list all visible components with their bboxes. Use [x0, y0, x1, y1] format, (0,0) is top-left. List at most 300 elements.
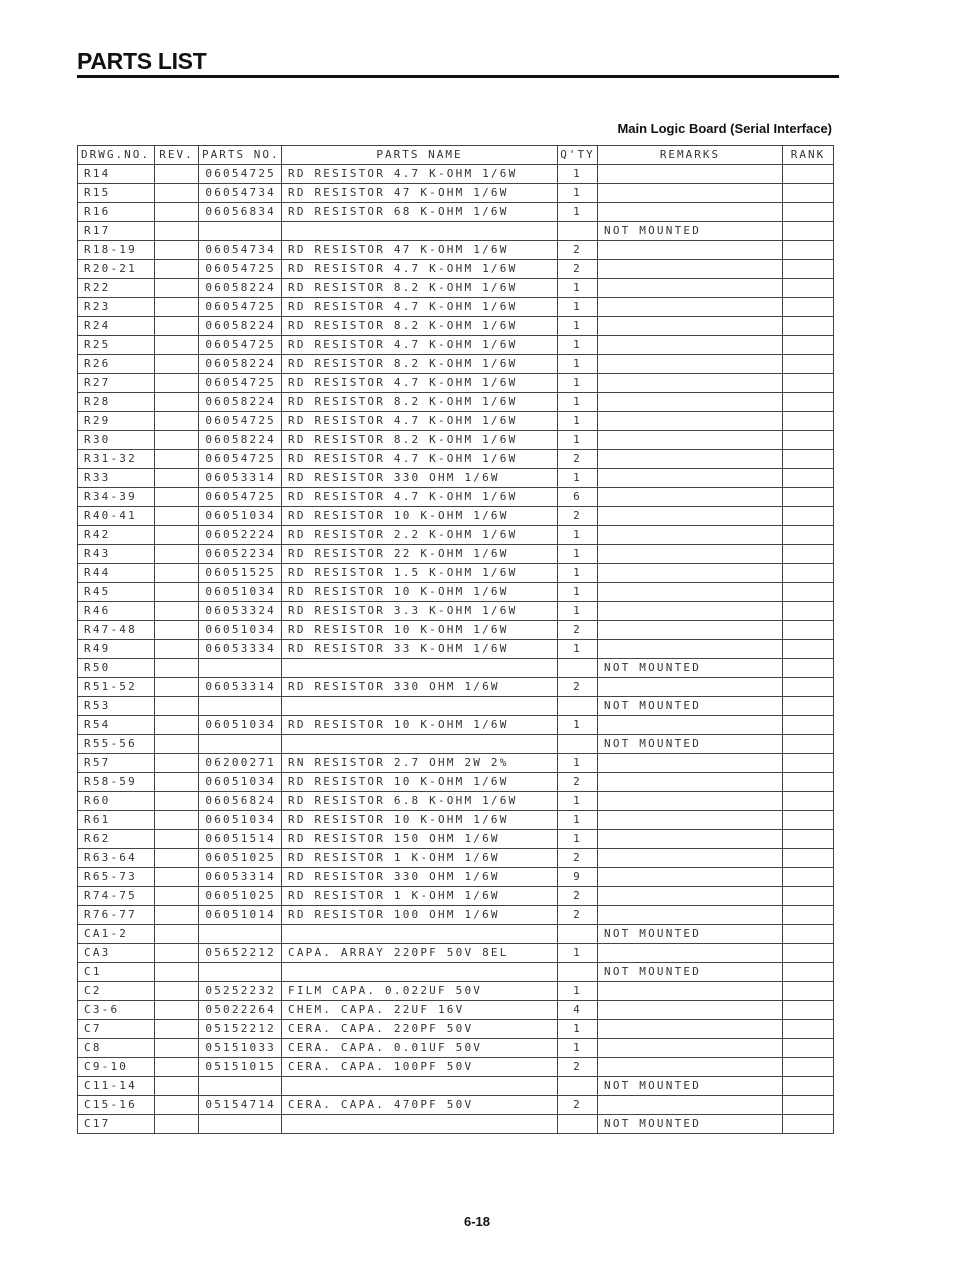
parts-name-cell — [282, 222, 558, 241]
table-row — [78, 260, 834, 279]
rev-cell — [155, 1039, 199, 1058]
rank-cell — [783, 830, 834, 849]
parts-name-cell: RD RESISTOR 8.2 K-OHM 1/6W — [282, 431, 558, 450]
drwg-no-cell: R17 — [78, 222, 155, 241]
rank-cell — [783, 906, 834, 925]
drwg-no-cell: R23 — [78, 298, 155, 317]
parts-no-cell: 06051014 — [199, 906, 282, 925]
table-row — [78, 1020, 834, 1039]
remarks-cell — [598, 469, 783, 488]
parts-no-cell: 06058224 — [199, 431, 282, 450]
qty-cell: 1 — [558, 830, 598, 849]
parts-name-cell: RD RESISTOR 330 OHM 1/6W — [282, 469, 558, 488]
rev-cell — [155, 773, 199, 792]
rank-cell — [783, 716, 834, 735]
table-row — [78, 1096, 834, 1115]
remarks-cell — [598, 374, 783, 393]
table-row — [78, 944, 834, 963]
drwg-no-cell: C9-10 — [78, 1058, 155, 1077]
qty-cell: 1 — [558, 279, 598, 298]
parts-name-cell: RD RESISTOR 4.7 K-OHM 1/6W — [282, 336, 558, 355]
rank-cell — [783, 1001, 834, 1020]
table-row — [78, 450, 834, 469]
remarks-cell — [598, 792, 783, 811]
rank-cell — [783, 678, 834, 697]
parts-name-cell: RD RESISTOR 68 K-OHM 1/6W — [282, 203, 558, 222]
drwg-no-cell: R54 — [78, 716, 155, 735]
remarks-cell — [598, 849, 783, 868]
qty-cell: 1 — [558, 640, 598, 659]
drwg-no-cell: R15 — [78, 184, 155, 203]
drwg-no-cell: C8 — [78, 1039, 155, 1058]
parts-name-cell: CHEM. CAPA. 22UF 16V — [282, 1001, 558, 1020]
parts-name-cell: RD RESISTOR 10 K-OHM 1/6W — [282, 621, 558, 640]
table-row — [78, 374, 834, 393]
table-row — [78, 621, 834, 640]
table-row — [78, 982, 834, 1001]
remarks-cell — [598, 355, 783, 374]
rev-cell — [155, 849, 199, 868]
remarks-cell — [598, 279, 783, 298]
drwg-no-cell: R76-77 — [78, 906, 155, 925]
parts-name-cell: RD RESISTOR 10 K-OHM 1/6W — [282, 811, 558, 830]
rev-cell — [155, 260, 199, 279]
rev-cell — [155, 678, 199, 697]
rev-cell — [155, 1020, 199, 1039]
parts-name-cell — [282, 963, 558, 982]
drwg-no-cell: R42 — [78, 526, 155, 545]
remarks-cell — [598, 640, 783, 659]
qty-cell: 1 — [558, 374, 598, 393]
table-row — [78, 184, 834, 203]
rank-cell — [783, 279, 834, 298]
parts-no-cell: 05151033 — [199, 1039, 282, 1058]
header-parts-name: PARTS NAME — [282, 146, 558, 165]
parts-no-cell: 06053314 — [199, 868, 282, 887]
remarks-cell — [598, 602, 783, 621]
parts-no-cell: 06200271 — [199, 754, 282, 773]
parts-no-cell: 06053314 — [199, 469, 282, 488]
rev-cell — [155, 412, 199, 431]
rev-cell — [155, 640, 199, 659]
table-row — [78, 203, 834, 222]
header-remarks: REMARKS — [598, 146, 783, 165]
rank-cell — [783, 887, 834, 906]
drwg-no-cell: R20-21 — [78, 260, 155, 279]
parts-name-cell: RD RESISTOR 8.2 K-OHM 1/6W — [282, 355, 558, 374]
parts-name-cell: RD RESISTOR 22 K-OHM 1/6W — [282, 545, 558, 564]
rank-cell — [783, 659, 834, 678]
qty-cell — [558, 222, 598, 241]
table-row — [78, 1115, 834, 1134]
parts-name-cell — [282, 659, 558, 678]
rank-cell — [783, 564, 834, 583]
parts-name-cell: RD RESISTOR 1 K-OHM 1/6W — [282, 887, 558, 906]
rev-cell — [155, 716, 199, 735]
parts-no-cell: 06051034 — [199, 811, 282, 830]
rank-cell — [783, 1058, 834, 1077]
rev-cell — [155, 1096, 199, 1115]
rank-cell — [783, 222, 834, 241]
table-header-row — [78, 146, 834, 165]
drwg-no-cell: C17 — [78, 1115, 155, 1134]
remarks-cell — [598, 545, 783, 564]
parts-name-cell: RD RESISTOR 2.2 K-OHM 1/6W — [282, 526, 558, 545]
rank-cell — [783, 526, 834, 545]
table-row — [78, 963, 834, 982]
rev-cell — [155, 355, 199, 374]
rank-cell — [783, 260, 834, 279]
parts-name-cell: CERA. CAPA. 0.01UF 50V — [282, 1039, 558, 1058]
remarks-cell — [598, 393, 783, 412]
qty-cell: 2 — [558, 773, 598, 792]
table-row — [78, 640, 834, 659]
table-row — [78, 583, 834, 602]
remarks-cell — [598, 431, 783, 450]
qty-cell — [558, 1115, 598, 1134]
table-row — [78, 678, 834, 697]
rev-cell — [155, 583, 199, 602]
drwg-no-cell: R45 — [78, 583, 155, 602]
remarks-cell: NOT MOUNTED — [598, 222, 783, 241]
rev-cell — [155, 944, 199, 963]
drwg-no-cell: R57 — [78, 754, 155, 773]
parts-name-cell: RD RESISTOR 330 OHM 1/6W — [282, 868, 558, 887]
remarks-cell — [598, 336, 783, 355]
parts-no-cell: 06051025 — [199, 849, 282, 868]
table-row — [78, 830, 834, 849]
rank-cell — [783, 925, 834, 944]
drwg-no-cell: C2 — [78, 982, 155, 1001]
drwg-no-cell: R58-59 — [78, 773, 155, 792]
qty-cell: 1 — [558, 754, 598, 773]
parts-no-cell: 05652212 — [199, 944, 282, 963]
remarks-cell — [598, 564, 783, 583]
qty-cell: 1 — [558, 545, 598, 564]
qty-cell: 2 — [558, 260, 598, 279]
remarks-cell — [598, 412, 783, 431]
parts-no-cell: 06054725 — [199, 450, 282, 469]
drwg-no-cell: R28 — [78, 393, 155, 412]
parts-no-cell: 06056824 — [199, 792, 282, 811]
remarks-cell — [598, 488, 783, 507]
qty-cell: 1 — [558, 982, 598, 1001]
qty-cell: 1 — [558, 431, 598, 450]
rev-cell — [155, 279, 199, 298]
parts-name-cell: RD RESISTOR 4.7 K-OHM 1/6W — [282, 298, 558, 317]
remarks-cell: NOT MOUNTED — [598, 735, 783, 754]
rank-cell — [783, 602, 834, 621]
parts-name-cell: RD RESISTOR 8.2 K-OHM 1/6W — [282, 393, 558, 412]
rev-cell — [155, 1077, 199, 1096]
remarks-cell — [598, 621, 783, 640]
parts-name-cell: RD RESISTOR 33 K-OHM 1/6W — [282, 640, 558, 659]
qty-cell: 1 — [558, 336, 598, 355]
table-row — [78, 564, 834, 583]
rev-cell — [155, 887, 199, 906]
qty-cell: 1 — [558, 393, 598, 412]
qty-cell: 1 — [558, 412, 598, 431]
rev-cell — [155, 526, 199, 545]
table-row — [78, 1039, 834, 1058]
drwg-no-cell: R55-56 — [78, 735, 155, 754]
parts-no-cell: 05154714 — [199, 1096, 282, 1115]
qty-cell: 6 — [558, 488, 598, 507]
parts-no-cell: 06054725 — [199, 165, 282, 184]
parts-name-cell: RD RESISTOR 3.3 K-OHM 1/6W — [282, 602, 558, 621]
rev-cell — [155, 697, 199, 716]
table-row — [78, 336, 834, 355]
qty-cell: 2 — [558, 678, 598, 697]
rank-cell — [783, 1039, 834, 1058]
header-qty: Q'TY — [558, 146, 598, 165]
parts-no-cell: 06051025 — [199, 887, 282, 906]
drwg-no-cell: R30 — [78, 431, 155, 450]
remarks-cell — [598, 203, 783, 222]
parts-name-cell: RD RESISTOR 6.8 K-OHM 1/6W — [282, 792, 558, 811]
rev-cell — [155, 203, 199, 222]
parts-name-cell — [282, 1115, 558, 1134]
qty-cell: 2 — [558, 241, 598, 260]
table-row — [78, 735, 834, 754]
qty-cell — [558, 659, 598, 678]
table-row — [78, 659, 834, 678]
parts-name-cell: CERA. CAPA. 100PF 50V — [282, 1058, 558, 1077]
remarks-cell — [598, 1020, 783, 1039]
table-row — [78, 773, 834, 792]
table-row — [78, 602, 834, 621]
rank-cell — [783, 773, 834, 792]
header-rev: REV. — [155, 146, 199, 165]
rev-cell — [155, 298, 199, 317]
parts-name-cell: RD RESISTOR 8.2 K-OHM 1/6W — [282, 317, 558, 336]
rank-cell — [783, 697, 834, 716]
parts-no-cell — [199, 1077, 282, 1096]
parts-no-cell: 06054734 — [199, 241, 282, 260]
qty-cell: 1 — [558, 944, 598, 963]
remarks-cell — [598, 982, 783, 1001]
remarks-cell — [598, 811, 783, 830]
table-row — [78, 754, 834, 773]
parts-name-cell: RD RESISTOR 150 OHM 1/6W — [282, 830, 558, 849]
rank-cell — [783, 982, 834, 1001]
parts-name-cell — [282, 735, 558, 754]
qty-cell: 1 — [558, 165, 598, 184]
drwg-no-cell: C7 — [78, 1020, 155, 1039]
remarks-cell — [598, 1001, 783, 1020]
drwg-no-cell: R65-73 — [78, 868, 155, 887]
parts-no-cell: 06051514 — [199, 830, 282, 849]
rank-cell — [783, 1115, 834, 1134]
rev-cell — [155, 545, 199, 564]
rev-cell — [155, 507, 199, 526]
remarks-cell — [598, 260, 783, 279]
table-row — [78, 716, 834, 735]
rank-cell — [783, 507, 834, 526]
parts-no-cell: 06058224 — [199, 317, 282, 336]
rev-cell — [155, 317, 199, 336]
drwg-no-cell: R62 — [78, 830, 155, 849]
rev-cell — [155, 374, 199, 393]
parts-name-cell: RD RESISTOR 1 K-OHM 1/6W — [282, 849, 558, 868]
parts-name-cell: RD RESISTOR 100 OHM 1/6W — [282, 906, 558, 925]
parts-no-cell — [199, 659, 282, 678]
qty-cell — [558, 735, 598, 754]
parts-no-cell: 06051034 — [199, 773, 282, 792]
qty-cell: 1 — [558, 469, 598, 488]
qty-cell: 2 — [558, 507, 598, 526]
table-row — [78, 469, 834, 488]
rank-cell — [783, 184, 834, 203]
remarks-cell — [598, 678, 783, 697]
qty-cell — [558, 925, 598, 944]
rev-cell — [155, 431, 199, 450]
remarks-cell — [598, 507, 783, 526]
remarks-cell — [598, 906, 783, 925]
rev-cell — [155, 659, 199, 678]
drwg-no-cell: CA3 — [78, 944, 155, 963]
qty-cell — [558, 1077, 598, 1096]
remarks-cell — [598, 317, 783, 336]
remarks-cell — [598, 887, 783, 906]
parts-no-cell: 06053324 — [199, 602, 282, 621]
drwg-no-cell: R16 — [78, 203, 155, 222]
qty-cell: 1 — [558, 792, 598, 811]
qty-cell: 1 — [558, 602, 598, 621]
rank-cell — [783, 203, 834, 222]
drwg-no-cell: R27 — [78, 374, 155, 393]
parts-name-cell: RD RESISTOR 10 K-OHM 1/6W — [282, 773, 558, 792]
remarks-cell: NOT MOUNTED — [598, 1077, 783, 1096]
remarks-cell — [598, 241, 783, 260]
parts-no-cell: 05151015 — [199, 1058, 282, 1077]
drwg-no-cell: CA1-2 — [78, 925, 155, 944]
rev-cell — [155, 621, 199, 640]
rev-cell — [155, 488, 199, 507]
rev-cell — [155, 602, 199, 621]
table-row — [78, 1001, 834, 1020]
drwg-no-cell: R50 — [78, 659, 155, 678]
table-row — [78, 431, 834, 450]
table-row — [78, 849, 834, 868]
drwg-no-cell: R61 — [78, 811, 155, 830]
remarks-cell — [598, 165, 783, 184]
table-row — [78, 355, 834, 374]
rev-cell — [155, 1058, 199, 1077]
parts-table — [77, 145, 834, 1134]
remarks-cell — [598, 1058, 783, 1077]
parts-no-cell: 05022264 — [199, 1001, 282, 1020]
rev-cell — [155, 1115, 199, 1134]
rev-cell — [155, 754, 199, 773]
rank-cell — [783, 849, 834, 868]
table-row — [78, 222, 834, 241]
qty-cell: 1 — [558, 1020, 598, 1039]
parts-table-body — [78, 165, 834, 1134]
parts-no-cell: 06056834 — [199, 203, 282, 222]
rank-cell — [783, 735, 834, 754]
parts-name-cell: RD RESISTOR 10 K-OHM 1/6W — [282, 716, 558, 735]
table-row — [78, 811, 834, 830]
parts-name-cell: RD RESISTOR 330 OHM 1/6W — [282, 678, 558, 697]
drwg-no-cell: R40-41 — [78, 507, 155, 526]
qty-cell: 1 — [558, 355, 598, 374]
qty-cell: 2 — [558, 1096, 598, 1115]
drwg-no-cell: R33 — [78, 469, 155, 488]
parts-name-cell: RD RESISTOR 47 K-OHM 1/6W — [282, 241, 558, 260]
rev-cell — [155, 925, 199, 944]
qty-cell: 4 — [558, 1001, 598, 1020]
parts-name-cell: RD RESISTOR 4.7 K-OHM 1/6W — [282, 488, 558, 507]
parts-no-cell: 06053314 — [199, 678, 282, 697]
remarks-cell — [598, 716, 783, 735]
rev-cell — [155, 241, 199, 260]
rank-cell — [783, 583, 834, 602]
rank-cell — [783, 298, 834, 317]
remarks-cell — [598, 773, 783, 792]
parts-no-cell — [199, 963, 282, 982]
remarks-cell — [598, 583, 783, 602]
qty-cell: 2 — [558, 906, 598, 925]
qty-cell: 1 — [558, 564, 598, 583]
rev-cell — [155, 450, 199, 469]
parts-no-cell: 06058224 — [199, 355, 282, 374]
drwg-no-cell: C1 — [78, 963, 155, 982]
rev-cell — [155, 830, 199, 849]
drwg-no-cell: R24 — [78, 317, 155, 336]
rank-cell — [783, 1077, 834, 1096]
parts-name-cell — [282, 925, 558, 944]
rev-cell — [155, 222, 199, 241]
table-row — [78, 868, 834, 887]
parts-name-cell: RD RESISTOR 1.5 K-OHM 1/6W — [282, 564, 558, 583]
drwg-no-cell: R49 — [78, 640, 155, 659]
drwg-no-cell: R22 — [78, 279, 155, 298]
drwg-no-cell: R46 — [78, 602, 155, 621]
qty-cell: 1 — [558, 203, 598, 222]
table-row — [78, 887, 834, 906]
parts-name-cell — [282, 1077, 558, 1096]
parts-no-cell — [199, 697, 282, 716]
parts-no-cell: 06051034 — [199, 583, 282, 602]
parts-no-cell: 06058224 — [199, 393, 282, 412]
table-row — [78, 412, 834, 431]
qty-cell: 2 — [558, 1058, 598, 1077]
rev-cell — [155, 792, 199, 811]
drwg-no-cell: R51-52 — [78, 678, 155, 697]
rev-cell — [155, 868, 199, 887]
rank-cell — [783, 811, 834, 830]
drwg-no-cell: R74-75 — [78, 887, 155, 906]
rev-cell — [155, 336, 199, 355]
parts-no-cell: 06054725 — [199, 298, 282, 317]
rank-cell — [783, 241, 834, 260]
rank-cell — [783, 963, 834, 982]
parts-name-cell: RD RESISTOR 10 K-OHM 1/6W — [282, 507, 558, 526]
parts-name-cell: RD RESISTOR 4.7 K-OHM 1/6W — [282, 374, 558, 393]
drwg-no-cell: R29 — [78, 412, 155, 431]
parts-no-cell: 06054725 — [199, 260, 282, 279]
remarks-cell — [598, 1096, 783, 1115]
remarks-cell — [598, 298, 783, 317]
parts-name-cell — [282, 697, 558, 716]
table-row — [78, 697, 834, 716]
qty-cell: 2 — [558, 450, 598, 469]
rev-cell — [155, 811, 199, 830]
rev-cell — [155, 735, 199, 754]
parts-name-cell: CERA. CAPA. 470PF 50V — [282, 1096, 558, 1115]
parts-no-cell: 06051034 — [199, 621, 282, 640]
